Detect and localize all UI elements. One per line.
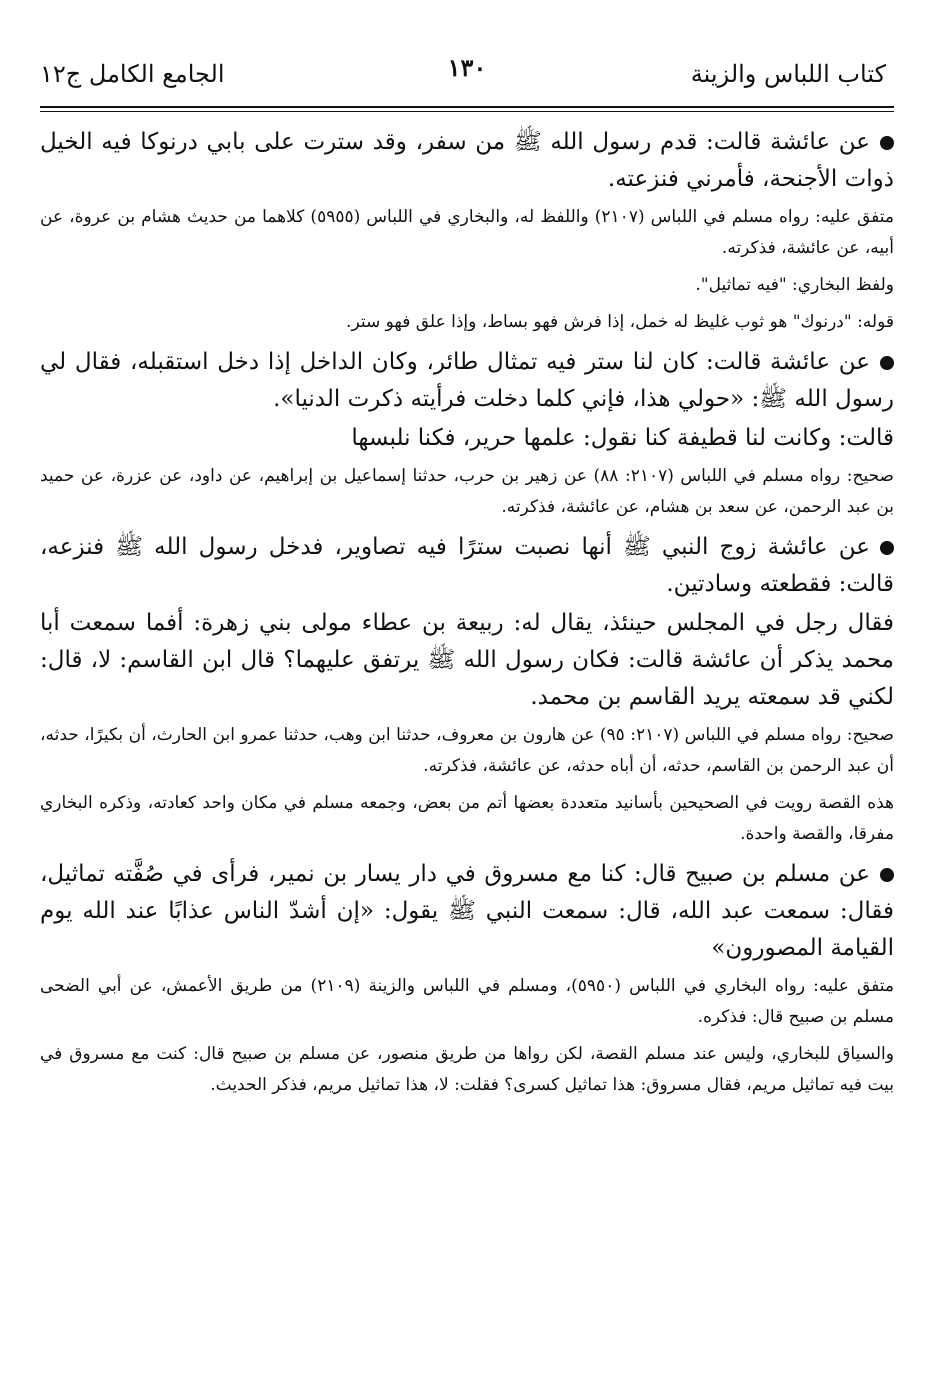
commentary-note: هذه القصة رويت في الصحيحين بأسانيد متعددة بعضها أتم من بعض، وجمعه مسلم في مكان واحد كعادته، وذكره البخاري مفرقا، والقصة واحدة.	[40, 793, 894, 844]
hadith-paragraph	[40, 856, 894, 967]
header-rule-thin	[40, 111, 894, 112]
hadith-text: عن مسلم بن صبيح قال: كنا مع مسروق في دار يسار بن نمير، فرأى في صُفَّته تماثيل، فقال: سمعت عبد الله، قال: سمعت النبي ﷺ يقول: «إن أشدّ الناس عذابًا عند الله يوم القيامة المصورون»	[40, 861, 894, 961]
takhrij-note: صحيح: رواه مسلم في اللباس (٢١٠٧: ٩٥) عن هارون بن معروف، حدثنا ابن وهب، حدثنا عمرو ابن الحارث، أن بكيرًا، حدثه، أن عبد الرحمن بن القاسم، حدثه، أن أباه حدثه، عن عائشة، فذكرته.	[40, 725, 894, 776]
hadith-text: عن عائشة قالت: قدم رسول الله ﷺ من سفر، وقد سترت على بابي درنوكا فيه الخيل ذوات الأجنحة، فأمرني فنزعته.	[40, 129, 894, 192]
hadith-continuation: قالت: وكانت لنا قطيفة كنا نقول: علمها حرير، فكنا نلبسها	[351, 425, 894, 451]
page-header	[40, 52, 894, 96]
page-number: ١٣٠	[447, 53, 487, 82]
book-title: كتاب اللباس والزينة	[690, 60, 886, 88]
takhrij-note: متفق عليه: رواه مسلم في اللباس (٢١٠٧) واللفظ له، والبخاري في اللباس (٥٩٥٥) كلاهما من حديث هشام بن عروة، عن أبيه، عن عائشة، فذكرته.	[40, 207, 894, 258]
bullet-icon	[880, 136, 894, 150]
bullet-icon	[880, 868, 894, 882]
bullet-icon	[880, 541, 894, 555]
hadith-text: عن عائشة قالت: كان لنا ستر فيه تمثال طائر، وكان الداخل إذا دخل استقبله، فقال لي رسول الله ﷺ: «حولي هذا، فإني كلما دخلت فرأيته ذكرت الدنيا».	[40, 349, 894, 412]
takhrij-note: صحيح: رواه مسلم في اللباس (٢١٠٧: ٨٨) عن زهير بن حرب، حدثنا إسماعيل بن إبراهيم، عن داود، عن عزرة، عن حميد بن عبد الرحمن، عن سعد بن هشام، عن عائشة، فذكرته.	[40, 466, 894, 517]
takhrij-note: ولفظ البخاري: "فيه تماثيل".	[695, 275, 894, 295]
hadith-paragraph	[40, 344, 894, 418]
page-content	[40, 124, 894, 1101]
book-page	[40, 52, 894, 1354]
collection-title: الجامع الكامل ج١٢	[40, 60, 225, 88]
hadith-text: عن عائشة زوج النبي ﷺ أنها نصبت سترًا فيه تصاوير، فدخل رسول الله ﷺ فنزعه، قالت: فقطعته وسادتين.	[40, 534, 894, 597]
bullet-icon	[880, 356, 894, 370]
explanation-note: قوله: "درنوك" هو ثوب غليظ له خمل، إذا فرش فهو بساط، وإذا علق فهو ستر.	[346, 312, 894, 332]
takhrij-note: متفق عليه: رواه البخاري في اللباس (٥٩٥٠)، ومسلم في اللباس والزينة (٢١٠٩) من طريق الأعمش، عن أبي الضحى مسلم بن صبيح قال: فذكره.	[40, 976, 894, 1027]
hadith-paragraph	[40, 124, 894, 198]
commentary-note: والسياق للبخاري، وليس عند مسلم القصة، لكن رواها من طريق منصور، عن مسلم بن صبيح قال: كنت مع مسروق في بيت فيه تماثيل مريم، فقال مسروق: هذا تماثيل كسرى؟ فقلت: لا، هذا تماثيل مريم، فذكر الحديث.	[40, 1044, 894, 1095]
hadith-paragraph	[40, 529, 894, 603]
hadith-continuation: فقال رجل في المجلس حينئذ، يقال له: ربيعة بن عطاء مولى بني زهرة: أفما سمعت أبا محمد يذكر أن عائشة قالت: فكان رسول الله ﷺ يرتفق عليهما؟ قال ابن القاسم: لا، قال: لكني قد سمعته يريد القاسم بن محمد.	[40, 610, 894, 710]
header-rule	[40, 106, 894, 108]
